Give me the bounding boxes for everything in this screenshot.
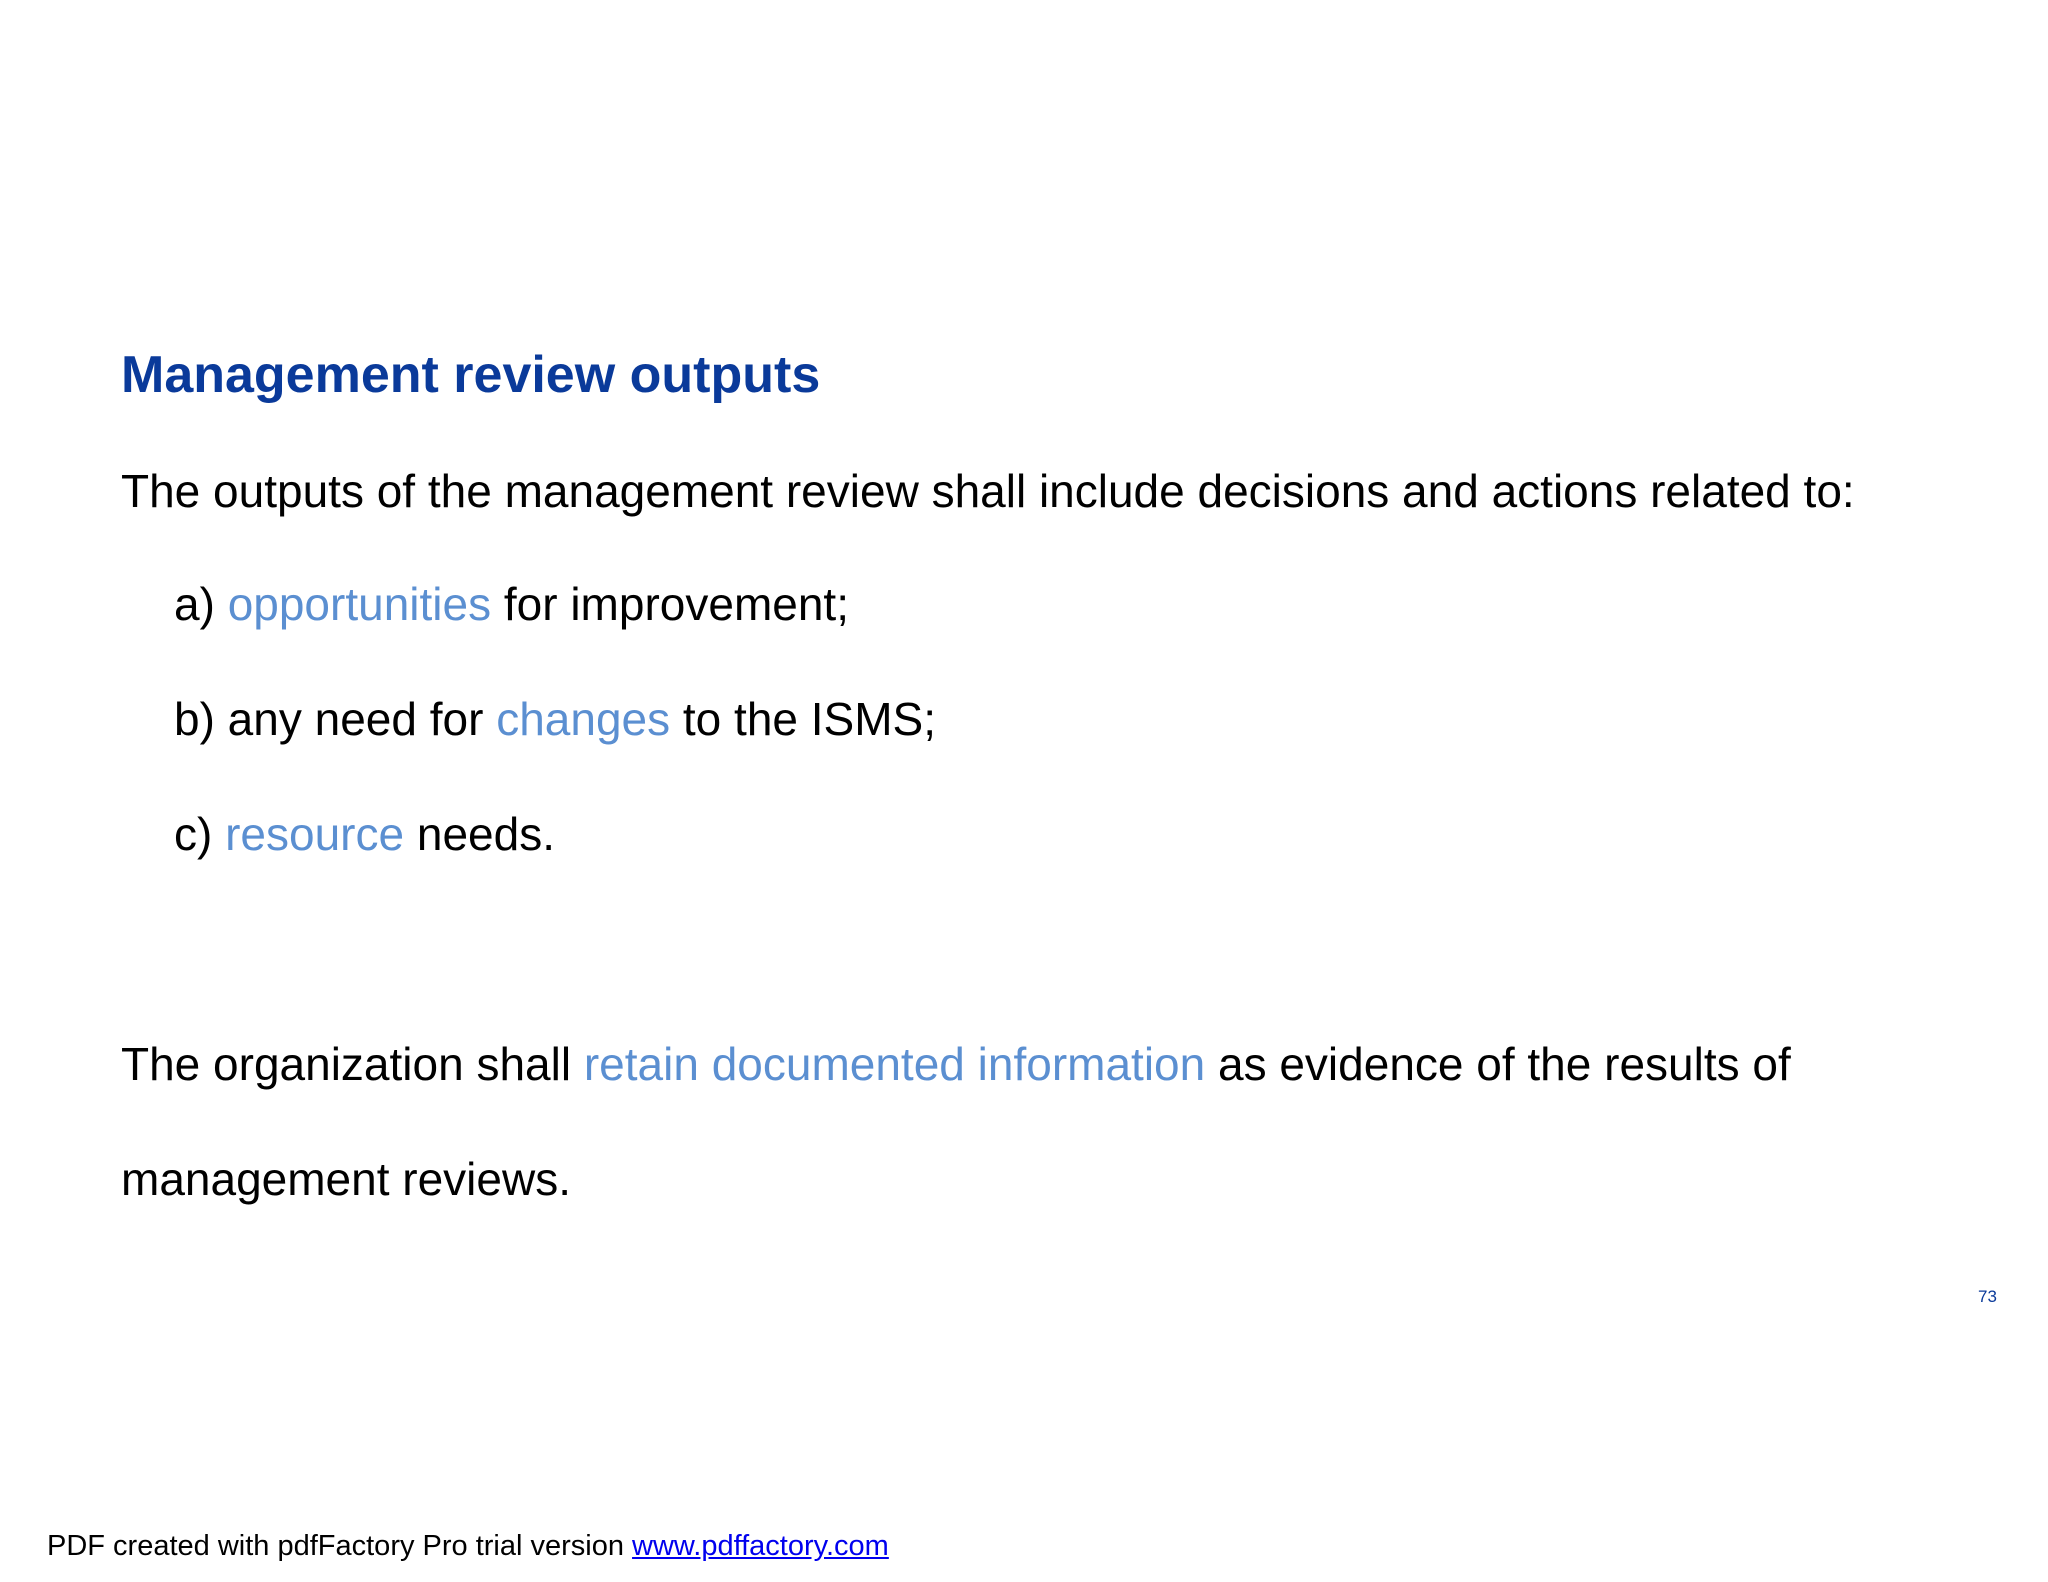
closing-paragraph-line-1 xyxy=(121,1033,1791,1095)
list-item-b xyxy=(174,688,936,750)
list-item-a-prefix: a) xyxy=(174,578,228,630)
list-item-b-highlight: changes xyxy=(496,693,671,745)
pdf-footer xyxy=(47,1528,889,1564)
page-number: 73 xyxy=(1978,1287,1997,1306)
closing-paragraph-line-2: management reviews. xyxy=(121,1153,571,1205)
list-item-a-highlight: opportunities xyxy=(227,578,492,630)
closing-prefix: The organization shall xyxy=(121,1038,584,1090)
footer-text: PDF created with pdfFactory Pro trial version xyxy=(47,1530,633,1562)
list-item-c-prefix: c) xyxy=(174,808,226,860)
list-item-a-suffix: for improvement; xyxy=(491,578,849,630)
page-title: Management review outputs xyxy=(121,346,821,404)
closing-suffix: as evidence of the results of xyxy=(1205,1038,1791,1090)
list-item-c-highlight: resource xyxy=(225,808,405,860)
list-item-b-prefix: b) any need for xyxy=(174,693,497,745)
footer-link[interactable]: www.pdffactory.com xyxy=(632,1530,889,1562)
list-item-b-suffix: to the ISMS; xyxy=(670,693,937,745)
intro-paragraph: The outputs of the management review shall include decisions and actions related to: xyxy=(121,465,1855,517)
closing-highlight: retain documented information xyxy=(583,1038,1206,1090)
list-item-a xyxy=(174,573,849,635)
list-item-c-suffix: needs. xyxy=(404,808,555,860)
list-item-c xyxy=(174,803,555,865)
